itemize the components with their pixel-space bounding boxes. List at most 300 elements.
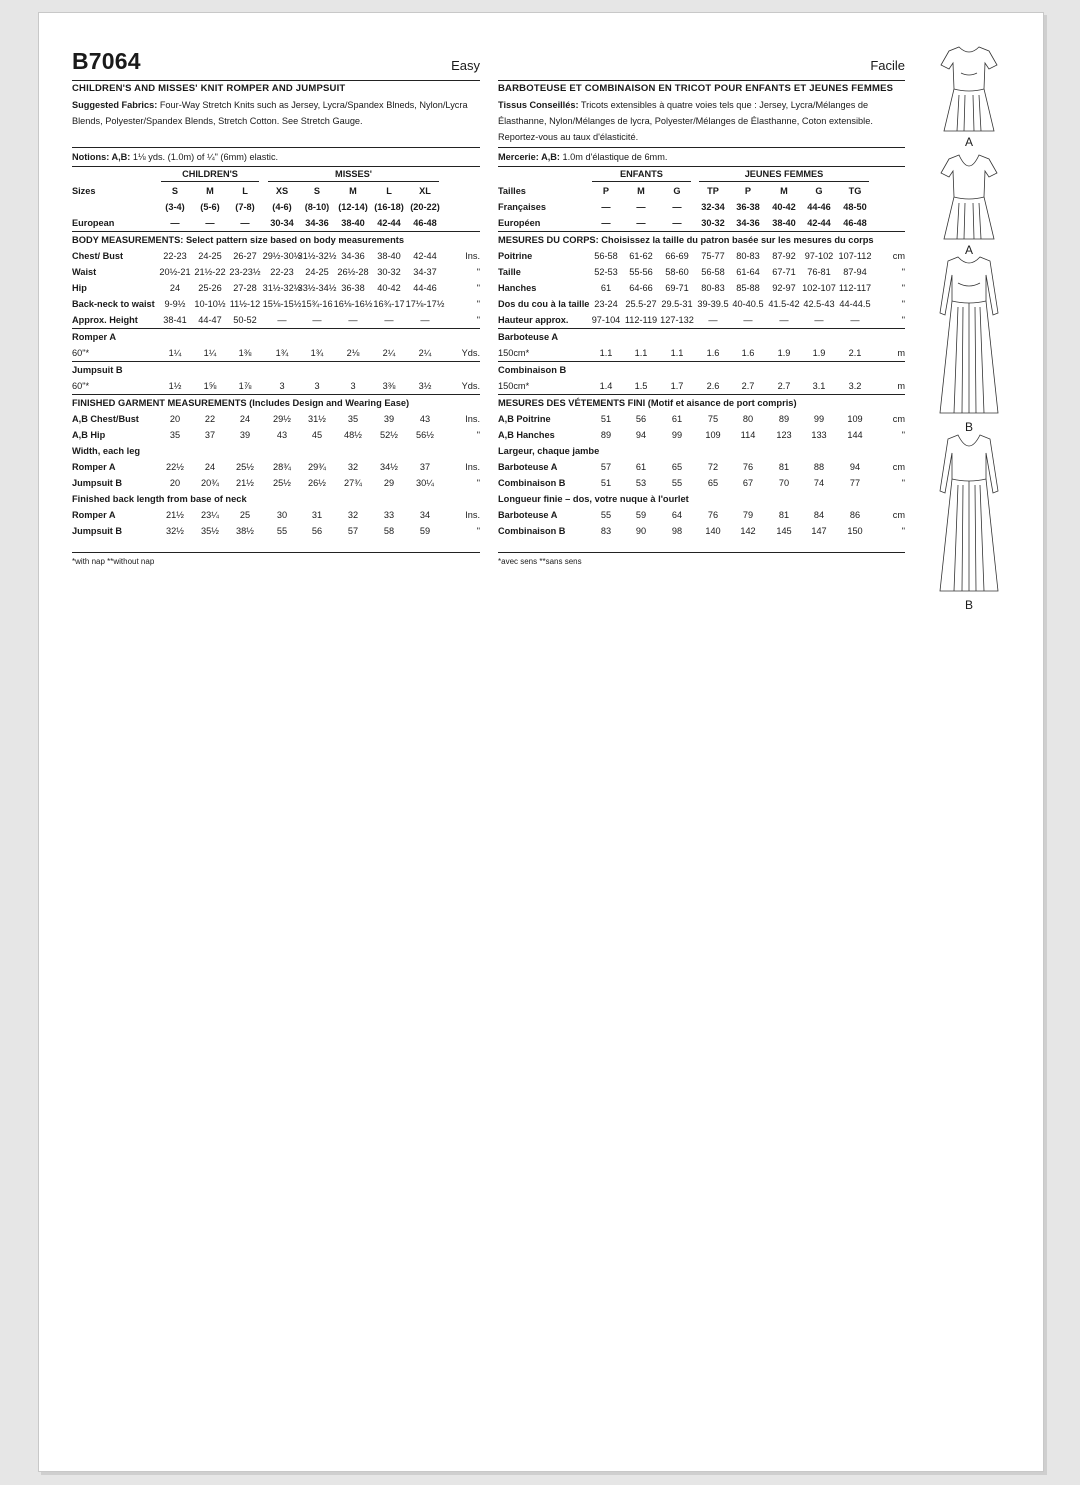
table-cell: M: [349, 186, 357, 196]
table-row: [72, 491, 480, 507]
table-cell: 142: [740, 526, 756, 536]
table-cell: 74: [813, 478, 825, 488]
table-row: [72, 475, 480, 491]
table-cell: 1¾: [275, 348, 289, 358]
table-cell: L: [242, 186, 248, 196]
table-cell: (8-10): [304, 202, 330, 212]
unit-label: ": [476, 478, 480, 488]
difficulty-level-fr: Facile: [870, 58, 905, 73]
table-cell: P: [602, 186, 610, 196]
table-cell: 52-53: [594, 267, 618, 277]
table-cell: 1½: [168, 381, 182, 391]
table-cell: 66-69: [665, 251, 689, 261]
table-cell: —: [672, 218, 682, 228]
table-row: [498, 231, 905, 248]
table-cell: S: [171, 186, 179, 196]
table-cell: 38-40: [377, 251, 401, 261]
notions-label-fr: Mercerie: A,B:: [498, 152, 560, 162]
unit-label: ": [476, 315, 480, 325]
table-cell: 32: [347, 510, 359, 520]
table-cell: 42-44: [807, 218, 831, 228]
table-cell: 97-104: [591, 315, 621, 325]
table-cell: 2¼: [382, 348, 396, 358]
unit-label: ": [901, 478, 905, 488]
table-cell: 34½: [380, 462, 398, 472]
table-cell: 145: [776, 526, 792, 536]
table-cell: 127-132: [660, 315, 694, 325]
table-cell: 107-112: [838, 251, 872, 261]
view-label: B: [964, 598, 973, 612]
table-cell: —: [743, 315, 753, 325]
table-cell: 133: [811, 430, 827, 440]
section-heading: FINISHED GARMENT MEASUREMENTS (Includes Design and Wearing Ease): [72, 398, 410, 408]
table-cell: 64-66: [629, 283, 653, 293]
table-cell: 61-64: [736, 267, 760, 277]
table-cell: 40-42: [377, 283, 401, 293]
table-cell: 21½: [236, 478, 254, 488]
fabrics-label: Suggested Fabrics:: [72, 100, 158, 110]
table-row: [498, 280, 905, 296]
table-cell: 16⅛-16½: [333, 299, 373, 309]
table-cell: —: [170, 218, 180, 228]
table-cell: 32-34: [701, 202, 725, 212]
table-cell: 140: [705, 526, 721, 536]
row-label: Françaises: [498, 202, 547, 212]
table-cell: 1.1: [599, 348, 613, 358]
table-cell: 147: [811, 526, 827, 536]
table-cell: 86: [849, 510, 861, 520]
table-cell: 80-83: [701, 283, 725, 293]
table-row: [72, 183, 480, 199]
table-cell: 36-38: [736, 202, 760, 212]
table-cell: —: [601, 202, 611, 212]
table-cell: 15⅛-15½: [262, 299, 302, 309]
unit-label: ": [901, 283, 905, 293]
table-cell: 30¼: [416, 478, 434, 488]
table-cell: 1.4: [599, 381, 613, 391]
row-label: European: [72, 218, 115, 228]
size-chart-table: [72, 166, 480, 539]
fabrics-text-fr: Tricots extensibles à quatre voies tels que : Jersey, Lycra/Mélanges de Élasthanne, Nylon/Mélanges de lycra, Polyester/Mélanges de Élasthanne, Coton extensible. Reportez-vous au taux d'élasticité.: [498, 100, 873, 142]
table-cell: —: [708, 315, 718, 325]
table-cell: 109: [705, 430, 721, 440]
row-label: Combinaison B: [498, 526, 566, 536]
table-cell: 69-71: [665, 283, 689, 293]
table-cell: 55: [276, 526, 288, 536]
table-row: [498, 378, 905, 394]
table-cell: 39-39.5: [697, 299, 729, 309]
table-cell: M: [206, 186, 214, 196]
table-cell: M: [780, 186, 788, 196]
table-row: [498, 459, 905, 475]
table-cell: (16-18): [374, 202, 404, 212]
table-cell: 85-88: [736, 283, 760, 293]
table-cell: 23-23½: [229, 267, 261, 277]
size-chart-table-fr: [498, 166, 905, 539]
table-cell: 29¾: [308, 462, 326, 472]
table-cell: 53: [635, 478, 647, 488]
row-label: Jumpsuit B: [72, 526, 123, 536]
table-cell: 72: [707, 462, 719, 472]
table-cell: 24-25: [305, 267, 329, 277]
row-label: 150cm*: [498, 348, 530, 358]
table-cell: 30-32: [701, 218, 725, 228]
table-cell: —: [779, 315, 789, 325]
table-cell: 31: [311, 510, 323, 520]
table-cell: 94: [635, 430, 647, 440]
table-cell: 21½-22: [194, 267, 226, 277]
table-cell: 58-60: [665, 267, 689, 277]
notions-fr: [498, 147, 905, 165]
unit-label: Ins.: [465, 251, 480, 261]
footnote-fr: *avec sens **sans sens: [498, 557, 582, 566]
table-cell: 46-48: [843, 218, 867, 228]
table-cell: 24-25: [198, 251, 222, 261]
table-cell: 44-46: [413, 283, 437, 293]
group-children: ENFANTS: [592, 167, 691, 182]
table-cell: 1⅞: [238, 381, 252, 391]
table-cell: 22½: [166, 462, 184, 472]
table-cell: 38-40: [772, 218, 796, 228]
table-cell: M: [637, 186, 645, 196]
section-heading: Jumpsuit B: [72, 365, 123, 375]
table-cell: 67: [742, 478, 754, 488]
table-cell: G: [815, 186, 823, 196]
size-group-header: [498, 167, 905, 183]
pattern-number: B7064: [72, 48, 141, 74]
unit-label: ": [901, 267, 905, 277]
table-row: [498, 507, 905, 523]
table-cell: 25½: [236, 462, 254, 472]
table-cell: 42.5-43: [803, 299, 835, 309]
table-row: [498, 394, 905, 411]
table-cell: (3-4): [165, 202, 185, 212]
table-cell: P: [744, 186, 752, 196]
row-label: Romper A: [72, 462, 116, 472]
table-cell: 38-40: [341, 218, 365, 228]
table-row: [498, 183, 905, 199]
row-label: 60"*: [72, 381, 90, 391]
row-label: Romper A: [72, 510, 116, 520]
table-cell: 1.1: [634, 348, 648, 358]
row-label: Poitrine: [498, 251, 533, 261]
table-cell: XS: [275, 186, 289, 196]
table-cell: 1.6: [706, 348, 720, 358]
table-cell: 2⅛: [346, 348, 360, 358]
table-cell: 25: [239, 510, 251, 520]
table-cell: 56½: [416, 430, 434, 440]
table-row: [72, 507, 480, 523]
table-cell: 48-50: [843, 202, 867, 212]
table-cell: 42-44: [413, 251, 437, 261]
table-row: [498, 264, 905, 280]
table-cell: —: [636, 202, 646, 212]
table-cell: —: [312, 315, 322, 325]
table-cell: 37: [204, 430, 216, 440]
table-cell: (20-22): [410, 202, 440, 212]
suggested-fabrics-fr: [498, 97, 905, 145]
table-row: [498, 248, 905, 264]
table-cell: 98: [671, 526, 683, 536]
table-row: [72, 296, 480, 312]
table-cell: 39: [239, 430, 251, 440]
table-cell: 37: [419, 462, 431, 472]
table-row: [498, 328, 905, 345]
row-label: Hauteur approx.: [498, 315, 569, 325]
group-misses: MISSES': [268, 167, 439, 182]
table-cell: 3.2: [848, 381, 862, 391]
table-cell: 31½-32½: [297, 251, 337, 261]
table-cell: 33: [383, 510, 395, 520]
pattern-envelope-back: [38, 12, 1044, 1472]
table-cell: 27-28: [233, 283, 257, 293]
row-label: Barboteuse A: [498, 462, 558, 472]
group-misses: JEUNES FEMMES: [699, 167, 869, 182]
view-label: A: [964, 243, 973, 257]
table-row: [72, 280, 480, 296]
table-cell: 24: [169, 283, 181, 293]
unit-label: cm: [892, 510, 905, 520]
table-cell: 3: [279, 381, 285, 391]
table-cell: L: [386, 186, 392, 196]
unit-label: ": [476, 526, 480, 536]
table-row: [498, 427, 905, 443]
footnote: *with nap **without nap: [72, 557, 155, 566]
table-cell: 99: [813, 414, 825, 424]
row-label: Hip: [72, 283, 87, 293]
table-cell: 92-97: [772, 283, 796, 293]
table-cell: 16¾-17: [373, 299, 405, 309]
table-row: [72, 443, 480, 459]
table-cell: 34-37: [413, 267, 437, 277]
section-heading: MESURES DU CORPS: Choisissez la taille du patron basée sur les mesures du corps: [498, 235, 874, 245]
row-label: Combinaison B: [498, 478, 566, 488]
table-cell: —: [277, 315, 287, 325]
table-cell: 94: [849, 462, 861, 472]
table-row: [72, 215, 480, 231]
table-cell: 1.7: [670, 381, 684, 391]
table-cell: 89: [600, 430, 612, 440]
table-cell: 123: [776, 430, 792, 440]
table-cell: 1.9: [777, 348, 791, 358]
table-cell: 31½: [308, 414, 326, 424]
table-cell: 56-58: [594, 251, 618, 261]
unit-label: Ins.: [465, 414, 480, 424]
section-heading: Combinaison B: [498, 365, 567, 375]
table-row: [498, 411, 905, 427]
unit-label: cm: [892, 251, 905, 261]
row-label: 150cm*: [498, 381, 530, 391]
table-cell: 76: [707, 510, 719, 520]
table-cell: 23-24: [594, 299, 618, 309]
table-cell: 34-36: [341, 251, 365, 261]
table-cell: 76-81: [807, 267, 831, 277]
table-row: [498, 199, 905, 215]
table-cell: 32½: [166, 526, 184, 536]
table-cell: 81: [778, 510, 790, 520]
table-cell: 26½-28: [337, 267, 369, 277]
table-cell: 20: [169, 414, 181, 424]
table-cell: 61-62: [629, 251, 653, 261]
table-cell: 51: [600, 414, 612, 424]
fabrics-label-fr: Tissus Conseillés:: [498, 100, 579, 110]
table-cell: 79: [742, 510, 754, 520]
table-row: [72, 264, 480, 280]
table-cell: 83: [600, 526, 612, 536]
table-cell: 88: [813, 462, 825, 472]
table-row: [72, 394, 480, 411]
table-cell: 29.5-31: [661, 299, 693, 309]
table-bottom-rule-fr: [498, 552, 905, 553]
row-label: Taille: [498, 267, 521, 277]
table-cell: (4-6): [272, 202, 292, 212]
row-label: Dos du cou à la taille: [498, 299, 590, 309]
table-cell: 22-23: [270, 267, 294, 277]
table-cell: 55-56: [629, 267, 653, 277]
table-cell: 3⅜: [382, 381, 396, 391]
table-cell: 55: [600, 510, 612, 520]
table-cell: 80-83: [736, 251, 760, 261]
table-cell: 87-94: [843, 267, 867, 277]
table-cell: 1.9: [812, 348, 826, 358]
table-cell: 25½: [273, 478, 291, 488]
row-label: Sizes: [72, 186, 96, 196]
table-cell: 114: [740, 430, 756, 440]
table-cell: 55: [671, 478, 683, 488]
table-cell: —: [814, 315, 824, 325]
section-heading: MESURES DES VÉTEMENTS FINI (Motif et aisance de port compris): [498, 398, 797, 408]
table-row: [72, 345, 480, 361]
size-group-header: [72, 167, 480, 183]
table-cell: —: [348, 315, 358, 325]
table-row: [498, 345, 905, 361]
table-cell: 25-26: [198, 283, 222, 293]
section-heading: BODY MEASUREMENTS: Select pattern size based on body measurements: [72, 235, 405, 245]
table-cell: 2.6: [706, 381, 720, 391]
table-cell: 34: [419, 510, 431, 520]
table-cell: 34-36: [736, 218, 760, 228]
table-cell: 61: [600, 283, 612, 293]
table-cell: (12-14): [338, 202, 368, 212]
table-cell: 21½: [166, 510, 184, 520]
table-row: [72, 523, 480, 539]
fabrics-text: Four-Way Stretch Knits such as Jersey, Lycra/Spandex Blneds, Nylon/Lycra Blends, Polyester/Spandex Blends, Stretch Cotton. See Stretch Gauge.: [72, 100, 468, 126]
table-cell: 81: [778, 462, 790, 472]
section-heading: Finished back length from base of neck: [72, 494, 247, 504]
table-cell: 1¾: [310, 348, 324, 358]
row-label: Jumpsuit B: [72, 478, 123, 488]
group-children: CHILDREN'S: [161, 167, 259, 182]
table-cell: 50-52: [233, 315, 257, 325]
table-cell: —: [601, 218, 611, 228]
row-label: Tailles: [498, 186, 526, 196]
table-cell: 38-41: [163, 315, 187, 325]
sketch-view-b-back: [932, 431, 1006, 601]
unit-label: ": [476, 430, 480, 440]
table-cell: 2.1: [848, 348, 862, 358]
table-row: [72, 328, 480, 345]
table-cell: 97-102: [804, 251, 834, 261]
table-cell: 42-44: [377, 218, 401, 228]
table-row: [72, 427, 480, 443]
table-cell: 59: [635, 510, 647, 520]
table-cell: 2.7: [777, 381, 791, 391]
table-cell: 24: [204, 462, 216, 472]
table-cell: 46-48: [413, 218, 437, 228]
table-cell: 27¾: [344, 478, 362, 488]
table-row: [72, 312, 480, 328]
table-cell: 29½: [273, 414, 291, 424]
table-cell: 61: [635, 462, 647, 472]
table-cell: 34-36: [305, 218, 329, 228]
table-row: [498, 215, 905, 231]
table-row: [498, 523, 905, 539]
table-cell: 35: [347, 414, 359, 424]
unit-label: m: [897, 348, 905, 358]
unit-label: m: [897, 381, 905, 391]
unit-label: cm: [892, 462, 905, 472]
table-cell: —: [672, 202, 682, 212]
unit-label: cm: [892, 414, 905, 424]
section-heading: Barboteuse A: [498, 332, 559, 342]
view-label: B: [964, 420, 973, 434]
table-cell: 112-119: [624, 315, 658, 325]
table-cell: 23¼: [201, 510, 219, 520]
table-cell: —: [420, 315, 430, 325]
table-cell: 80: [742, 414, 754, 424]
table-cell: 76: [742, 462, 754, 472]
table-cell: 3: [350, 381, 356, 391]
table-cell: 84: [813, 510, 825, 520]
table-cell: 17⅛-17½: [405, 299, 445, 309]
table-cell: 3.1: [812, 381, 826, 391]
table-cell: 64: [671, 510, 683, 520]
table-cell: 41.5-42: [768, 299, 800, 309]
table-cell: 40-42: [772, 202, 796, 212]
sketch-view-a-back: [937, 151, 1001, 251]
table-cell: 56: [311, 526, 323, 536]
table-cell: 52½: [380, 430, 398, 440]
table-cell: (7-8): [235, 202, 255, 212]
table-cell: 9-9½: [164, 299, 186, 309]
table-row: [72, 459, 480, 475]
table-cell: 43: [276, 430, 288, 440]
table-cell: 15¾-16: [301, 299, 333, 309]
table-cell: 99: [671, 430, 683, 440]
table-cell: 70: [778, 478, 790, 488]
notions-label: Notions: A,B:: [72, 152, 131, 162]
unit-label: ": [901, 526, 905, 536]
table-cell: 39: [383, 414, 395, 424]
notions-text: 1⅛ yds. (1.0m) of ¼" (6mm) elastic.: [130, 152, 279, 162]
section-heading: Largeur, chaque jambe: [498, 446, 600, 456]
table-row: [498, 361, 905, 378]
table-cell: 144: [847, 430, 863, 440]
table-cell: (5-6): [200, 202, 220, 212]
table-cell: 45: [311, 430, 323, 440]
table-row: [498, 475, 905, 491]
table-cell: 26½: [308, 478, 326, 488]
table-cell: 112-117: [838, 283, 872, 293]
unit-label: ": [476, 299, 480, 309]
table-cell: 102-107: [802, 283, 836, 293]
table-cell: 40-40.5: [732, 299, 764, 309]
table-cell: 35: [169, 430, 181, 440]
table-cell: 3: [314, 381, 320, 391]
table-cell: 58: [383, 526, 395, 536]
table-cell: 109: [847, 414, 863, 424]
table-cell: 44-44.5: [839, 299, 871, 309]
